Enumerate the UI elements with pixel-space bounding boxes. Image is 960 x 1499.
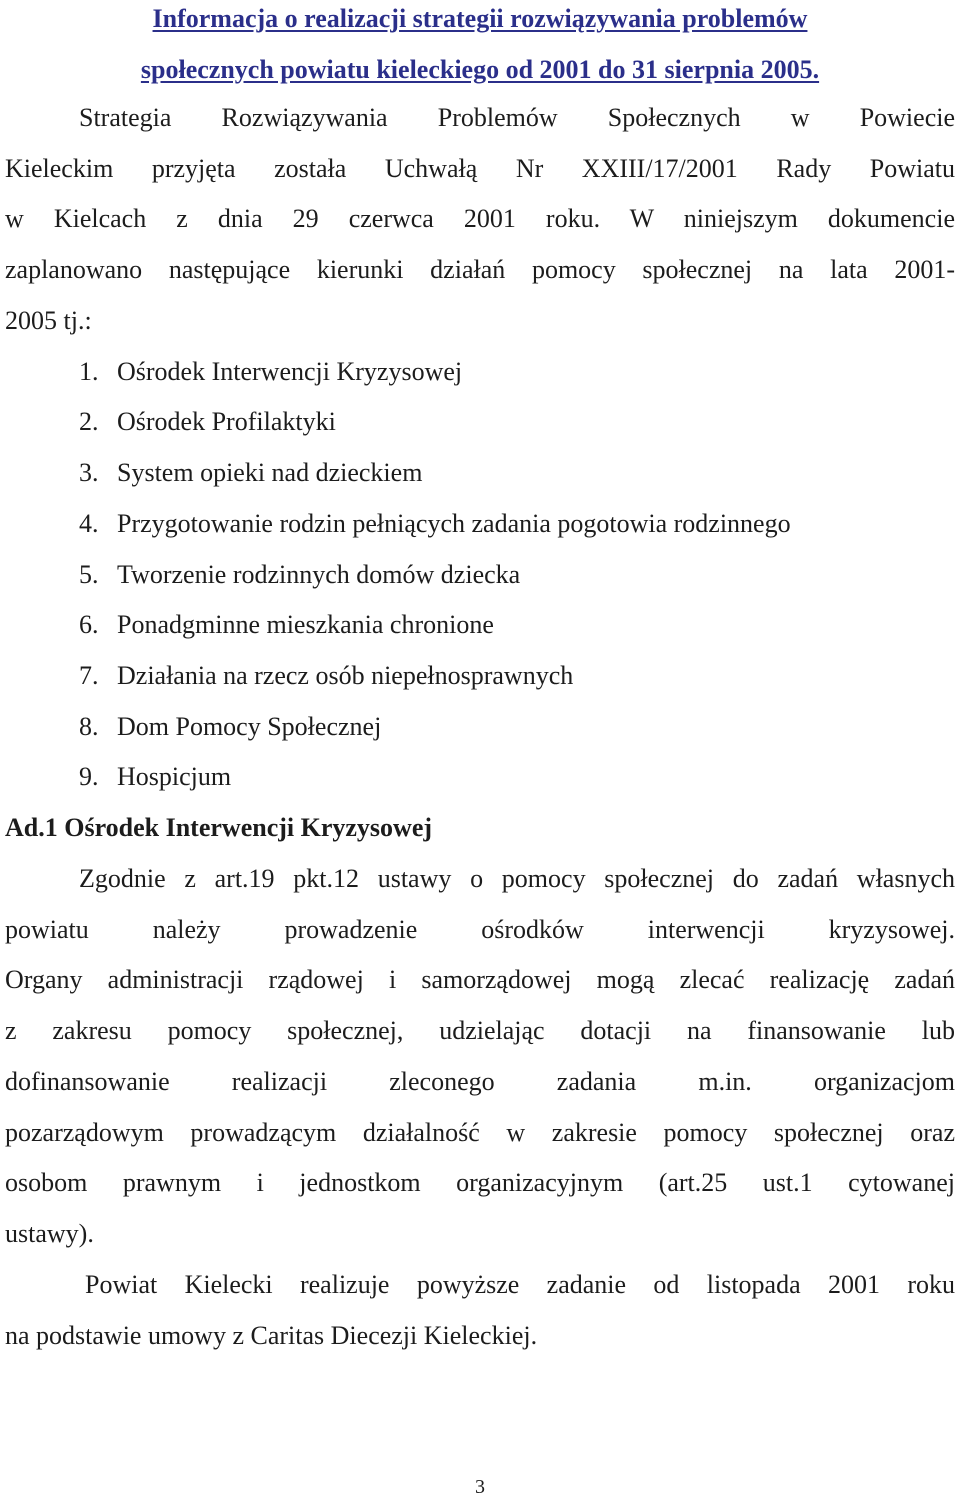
list-item [79,610,494,640]
list-item-number: 2. [79,407,99,436]
list-item-text: Ośrodek Profilaktyki [117,407,336,436]
intro-line-2: Kieleckim przyjęta została Uchwałą Nr XXIII/17/2001 Rady Powiatu [5,154,955,183]
list-item [79,407,336,437]
list-item-number: 4. [79,509,99,538]
list-item [79,509,791,539]
intro-line-4: zaplanowano następujące kierunki działań pomocy społecznej na lata 2001- [5,255,955,284]
list-item [79,560,520,590]
section-line-4: z zakresu pomocy społecznej, udzielając dotacji na finansowanie lub [5,1016,955,1045]
list-item-text: Hospicjum [117,762,232,791]
intro-line-5: 2005 tj.: [5,306,92,335]
closing-line-2: na podstawie umowy z Caritas Diecezji Kieleckiej. [5,1321,538,1350]
list-item [79,357,462,387]
list-item-number: 7. [79,661,99,690]
list-item-number: 9. [79,762,99,791]
list-item-text: Dom Pomocy Społecznej [117,712,382,741]
section-line-6: pozarządowym prowadzącym działalność w zakresie pomocy społecznej oraz [5,1118,955,1147]
list-item-number: 6. [79,610,99,639]
section-line-3: Organy administracji rządowej i samorządowej mogą zlecać realizację zadań [5,965,955,994]
section-line-7: osobom prawnym i jednostkom organizacyjnym (art.25 ust.1 cytowanej [5,1168,955,1197]
section-heading: Ad.1 Ośrodek Interwencji Kryzysowej [5,813,433,842]
page-number: 3 [475,1476,485,1498]
list-item-number: 1. [79,357,99,386]
document-title-line-1: Informacja o realizacji strategii rozwiązywania problemów [152,4,808,33]
list-item [79,762,231,792]
list-item [79,458,422,488]
section-line-8: ustawy). [5,1219,94,1248]
list-item-number: 3. [79,458,99,487]
list-item-text: Ponadgminne mieszkania chronione [117,610,494,639]
intro-line-3: w Kielcach z dnia 29 czerwca 2001 roku. W niniejszym dokumencie [5,204,955,233]
list-item [79,712,381,742]
intro-line-1: Strategia Rozwiązywania Problemów Społecznych w Powiecie [79,103,955,132]
list-item-text: Tworzenie rodzinnych domów dziecka [117,560,521,589]
list-item-text: Działania na rzecz osób niepełnosprawnych [117,661,574,690]
section-line-2: powiatu należy prowadzenie ośrodków interwencji kryzysowej. [5,915,955,944]
list-item-number: 5. [79,560,99,589]
document-title-line-2: społecznych powiatu kieleckiego od 2001 do 31 sierpnia 2005. [140,55,820,84]
section-line-1: Zgodnie z art.19 pkt.12 ustawy o pomocy społecznej do zadań własnych [79,864,955,893]
list-item-text: Ośrodek Interwencji Kryzysowej [117,357,463,386]
list-item [79,661,573,691]
closing-line-1: Powiat Kielecki realizuje powyższe zadanie od listopada 2001 roku [85,1270,955,1299]
list-item-text: System opieki nad dzieckiem [117,458,423,487]
section-line-5: dofinansowanie realizacji zleconego zadania m.in. organizacjom [5,1067,955,1096]
list-item-number: 8. [79,712,99,741]
list-item-text: Przygotowanie rodzin pełniących zadania pogotowia rodzinnego [117,509,791,538]
